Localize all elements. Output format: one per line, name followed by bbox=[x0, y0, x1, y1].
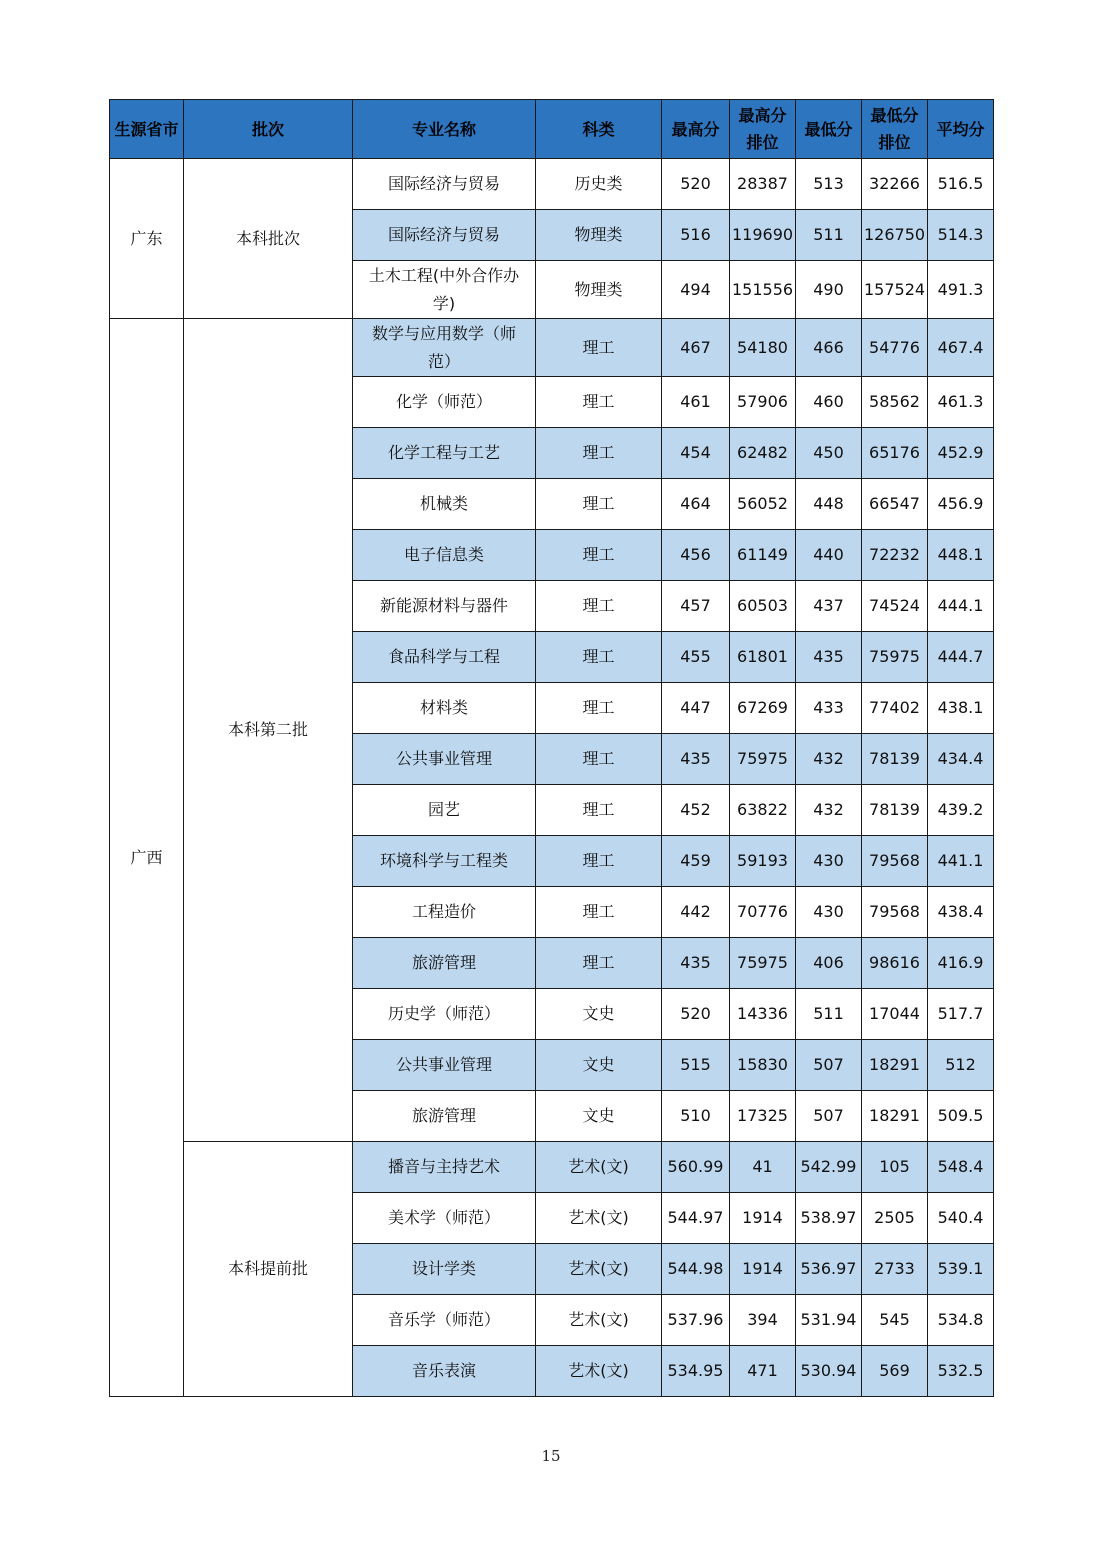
max-score-cell: 435 bbox=[662, 938, 730, 989]
major-cell: 数学与应用数学（师范） bbox=[353, 319, 536, 377]
major-cell: 化学工程与工艺 bbox=[353, 428, 536, 479]
category-cell: 理工 bbox=[536, 887, 662, 938]
max-score-cell: 544.97 bbox=[662, 1193, 730, 1244]
category-cell: 艺术(文) bbox=[536, 1346, 662, 1397]
max-rank-cell: 54180 bbox=[730, 319, 796, 377]
category-cell: 理工 bbox=[536, 734, 662, 785]
table-body bbox=[110, 159, 994, 1397]
category-cell: 理工 bbox=[536, 683, 662, 734]
min-rank-cell: 79568 bbox=[862, 836, 928, 887]
major-cell: 美术学（师范） bbox=[353, 1193, 536, 1244]
category-cell: 文史 bbox=[536, 1040, 662, 1091]
min-score-cell: 511 bbox=[796, 989, 862, 1040]
table-row bbox=[110, 159, 994, 210]
min-score-cell: 432 bbox=[796, 785, 862, 836]
province-cell: 广西 bbox=[110, 319, 184, 1397]
max-score-cell: 455 bbox=[662, 632, 730, 683]
category-cell: 理工 bbox=[536, 632, 662, 683]
min-rank-cell: 54776 bbox=[862, 319, 928, 377]
max-rank-cell: 471 bbox=[730, 1346, 796, 1397]
max-score-cell: 516 bbox=[662, 210, 730, 261]
min-rank-cell: 75975 bbox=[862, 632, 928, 683]
max-rank-cell: 70776 bbox=[730, 887, 796, 938]
min-rank-cell: 98616 bbox=[862, 938, 928, 989]
max-score-cell: 467 bbox=[662, 319, 730, 377]
max-score-cell: 461 bbox=[662, 377, 730, 428]
max-score-cell: 456 bbox=[662, 530, 730, 581]
table-row bbox=[110, 319, 994, 377]
header-major: 专业名称 bbox=[353, 100, 536, 159]
avg-score-cell: 516.5 bbox=[928, 159, 994, 210]
major-cell: 旅游管理 bbox=[353, 1091, 536, 1142]
max-rank-cell: 75975 bbox=[730, 734, 796, 785]
max-rank-cell: 151556 bbox=[730, 261, 796, 319]
min-rank-cell: 78139 bbox=[862, 734, 928, 785]
major-cell: 旅游管理 bbox=[353, 938, 536, 989]
header-avg-score: 平均分 bbox=[928, 100, 994, 159]
min-score-cell: 507 bbox=[796, 1091, 862, 1142]
min-rank-cell: 58562 bbox=[862, 377, 928, 428]
major-cell: 新能源材料与器件 bbox=[353, 581, 536, 632]
avg-score-cell: 416.9 bbox=[928, 938, 994, 989]
max-score-cell: 560.99 bbox=[662, 1142, 730, 1193]
major-cell: 电子信息类 bbox=[353, 530, 536, 581]
max-rank-cell: 62482 bbox=[730, 428, 796, 479]
max-score-cell: 544.98 bbox=[662, 1244, 730, 1295]
max-rank-cell: 1914 bbox=[730, 1244, 796, 1295]
avg-score-cell: 467.4 bbox=[928, 319, 994, 377]
min-score-cell: 538.97 bbox=[796, 1193, 862, 1244]
min-score-cell: 440 bbox=[796, 530, 862, 581]
max-rank-cell: 61801 bbox=[730, 632, 796, 683]
min-score-cell: 507 bbox=[796, 1040, 862, 1091]
min-score-cell: 430 bbox=[796, 836, 862, 887]
min-rank-cell: 2733 bbox=[862, 1244, 928, 1295]
max-score-cell: 510 bbox=[662, 1091, 730, 1142]
min-rank-cell: 32266 bbox=[862, 159, 928, 210]
min-score-cell: 433 bbox=[796, 683, 862, 734]
max-score-cell: 494 bbox=[662, 261, 730, 319]
avg-score-cell: 439.2 bbox=[928, 785, 994, 836]
category-cell: 艺术(文) bbox=[536, 1244, 662, 1295]
max-score-cell: 457 bbox=[662, 581, 730, 632]
category-cell: 物理类 bbox=[536, 261, 662, 319]
category-cell: 理工 bbox=[536, 479, 662, 530]
category-cell: 艺术(文) bbox=[536, 1193, 662, 1244]
max-score-cell: 464 bbox=[662, 479, 730, 530]
major-cell: 环境科学与工程类 bbox=[353, 836, 536, 887]
min-rank-cell: 78139 bbox=[862, 785, 928, 836]
min-score-cell: 531.94 bbox=[796, 1295, 862, 1346]
max-rank-cell: 67269 bbox=[730, 683, 796, 734]
max-score-cell: 442 bbox=[662, 887, 730, 938]
avg-score-cell: 444.1 bbox=[928, 581, 994, 632]
max-rank-cell: 394 bbox=[730, 1295, 796, 1346]
major-cell: 化学（师范） bbox=[353, 377, 536, 428]
table-row bbox=[110, 1142, 994, 1193]
min-rank-cell: 72232 bbox=[862, 530, 928, 581]
min-rank-cell: 79568 bbox=[862, 887, 928, 938]
min-rank-cell: 18291 bbox=[862, 1040, 928, 1091]
min-score-cell: 513 bbox=[796, 159, 862, 210]
max-rank-cell: 14336 bbox=[730, 989, 796, 1040]
avg-score-cell: 532.5 bbox=[928, 1346, 994, 1397]
avg-score-cell: 509.5 bbox=[928, 1091, 994, 1142]
avg-score-cell: 434.4 bbox=[928, 734, 994, 785]
category-cell: 历史类 bbox=[536, 159, 662, 210]
avg-score-cell: 534.8 bbox=[928, 1295, 994, 1346]
major-cell: 食品科学与工程 bbox=[353, 632, 536, 683]
min-rank-cell: 74524 bbox=[862, 581, 928, 632]
max-rank-cell: 57906 bbox=[730, 377, 796, 428]
min-rank-cell: 126750 bbox=[862, 210, 928, 261]
min-score-cell: 490 bbox=[796, 261, 862, 319]
max-rank-cell: 56052 bbox=[730, 479, 796, 530]
major-cell: 工程造价 bbox=[353, 887, 536, 938]
category-cell: 艺术(文) bbox=[536, 1142, 662, 1193]
avg-score-cell: 539.1 bbox=[928, 1244, 994, 1295]
header-batch: 批次 bbox=[184, 100, 353, 159]
header-min-rank: 最低分排位 bbox=[862, 100, 928, 159]
table-header-row bbox=[110, 100, 994, 159]
max-score-cell: 452 bbox=[662, 785, 730, 836]
min-rank-cell: 157524 bbox=[862, 261, 928, 319]
max-score-cell: 454 bbox=[662, 428, 730, 479]
max-rank-cell: 61149 bbox=[730, 530, 796, 581]
max-rank-cell: 41 bbox=[730, 1142, 796, 1193]
avg-score-cell: 514.3 bbox=[928, 210, 994, 261]
major-cell: 国际经济与贸易 bbox=[353, 210, 536, 261]
avg-score-cell: 448.1 bbox=[928, 530, 994, 581]
header-max-score: 最高分 bbox=[662, 100, 730, 159]
category-cell: 理工 bbox=[536, 836, 662, 887]
category-cell: 文史 bbox=[536, 989, 662, 1040]
min-rank-cell: 105 bbox=[862, 1142, 928, 1193]
major-cell: 园艺 bbox=[353, 785, 536, 836]
min-score-cell: 430 bbox=[796, 887, 862, 938]
category-cell: 艺术(文) bbox=[536, 1295, 662, 1346]
major-cell: 历史学（师范） bbox=[353, 989, 536, 1040]
min-rank-cell: 18291 bbox=[862, 1091, 928, 1142]
max-rank-cell: 60503 bbox=[730, 581, 796, 632]
min-rank-cell: 77402 bbox=[862, 683, 928, 734]
avg-score-cell: 444.7 bbox=[928, 632, 994, 683]
avg-score-cell: 452.9 bbox=[928, 428, 994, 479]
max-score-cell: 515 bbox=[662, 1040, 730, 1091]
category-cell: 理工 bbox=[536, 581, 662, 632]
max-rank-cell: 63822 bbox=[730, 785, 796, 836]
min-rank-cell: 545 bbox=[862, 1295, 928, 1346]
major-cell: 土木工程(中外合作办学) bbox=[353, 261, 536, 319]
category-cell: 理工 bbox=[536, 428, 662, 479]
major-cell: 播音与主持艺术 bbox=[353, 1142, 536, 1193]
major-cell: 公共事业管理 bbox=[353, 1040, 536, 1091]
avg-score-cell: 438.1 bbox=[928, 683, 994, 734]
avg-score-cell: 456.9 bbox=[928, 479, 994, 530]
max-score-cell: 459 bbox=[662, 836, 730, 887]
min-score-cell: 432 bbox=[796, 734, 862, 785]
avg-score-cell: 540.4 bbox=[928, 1193, 994, 1244]
min-score-cell: 450 bbox=[796, 428, 862, 479]
max-rank-cell: 17325 bbox=[730, 1091, 796, 1142]
max-score-cell: 520 bbox=[662, 159, 730, 210]
batch-cell: 本科第二批 bbox=[184, 319, 353, 1142]
min-rank-cell: 569 bbox=[862, 1346, 928, 1397]
min-score-cell: 435 bbox=[796, 632, 862, 683]
page-number: 15 bbox=[541, 1447, 561, 1465]
min-score-cell: 536.97 bbox=[796, 1244, 862, 1295]
max-rank-cell: 75975 bbox=[730, 938, 796, 989]
batch-cell: 本科提前批 bbox=[184, 1142, 353, 1397]
min-score-cell: 542.99 bbox=[796, 1142, 862, 1193]
header-category: 科类 bbox=[536, 100, 662, 159]
major-cell: 音乐学（师范） bbox=[353, 1295, 536, 1346]
max-score-cell: 520 bbox=[662, 989, 730, 1040]
category-cell: 物理类 bbox=[536, 210, 662, 261]
min-rank-cell: 17044 bbox=[862, 989, 928, 1040]
min-rank-cell: 66547 bbox=[862, 479, 928, 530]
header-max-rank: 最高分排位 bbox=[730, 100, 796, 159]
max-rank-cell: 119690 bbox=[730, 210, 796, 261]
avg-score-cell: 548.4 bbox=[928, 1142, 994, 1193]
major-cell: 机械类 bbox=[353, 479, 536, 530]
batch-cell: 本科批次 bbox=[184, 159, 353, 319]
avg-score-cell: 461.3 bbox=[928, 377, 994, 428]
major-cell: 材料类 bbox=[353, 683, 536, 734]
min-rank-cell: 65176 bbox=[862, 428, 928, 479]
avg-score-cell: 491.3 bbox=[928, 261, 994, 319]
min-score-cell: 530.94 bbox=[796, 1346, 862, 1397]
category-cell: 文史 bbox=[536, 1091, 662, 1142]
major-cell: 公共事业管理 bbox=[353, 734, 536, 785]
min-score-cell: 466 bbox=[796, 319, 862, 377]
min-score-cell: 511 bbox=[796, 210, 862, 261]
min-score-cell: 437 bbox=[796, 581, 862, 632]
major-cell: 音乐表演 bbox=[353, 1346, 536, 1397]
header-province: 生源省市 bbox=[110, 100, 184, 159]
min-score-cell: 406 bbox=[796, 938, 862, 989]
province-cell: 广东 bbox=[110, 159, 184, 319]
avg-score-cell: 517.7 bbox=[928, 989, 994, 1040]
max-score-cell: 534.95 bbox=[662, 1346, 730, 1397]
max-score-cell: 447 bbox=[662, 683, 730, 734]
category-cell: 理工 bbox=[536, 938, 662, 989]
avg-score-cell: 441.1 bbox=[928, 836, 994, 887]
max-rank-cell: 28387 bbox=[730, 159, 796, 210]
category-cell: 理工 bbox=[536, 530, 662, 581]
category-cell: 理工 bbox=[536, 377, 662, 428]
min-rank-cell: 2505 bbox=[862, 1193, 928, 1244]
major-cell: 国际经济与贸易 bbox=[353, 159, 536, 210]
max-score-cell: 537.96 bbox=[662, 1295, 730, 1346]
major-cell: 设计学类 bbox=[353, 1244, 536, 1295]
max-score-cell: 435 bbox=[662, 734, 730, 785]
category-cell: 理工 bbox=[536, 319, 662, 377]
admission-score-table bbox=[109, 99, 994, 1397]
category-cell: 理工 bbox=[536, 785, 662, 836]
avg-score-cell: 438.4 bbox=[928, 887, 994, 938]
avg-score-cell: 512 bbox=[928, 1040, 994, 1091]
header-min-score: 最低分 bbox=[796, 100, 862, 159]
max-rank-cell: 59193 bbox=[730, 836, 796, 887]
max-rank-cell: 1914 bbox=[730, 1193, 796, 1244]
max-rank-cell: 15830 bbox=[730, 1040, 796, 1091]
min-score-cell: 448 bbox=[796, 479, 862, 530]
min-score-cell: 460 bbox=[796, 377, 862, 428]
